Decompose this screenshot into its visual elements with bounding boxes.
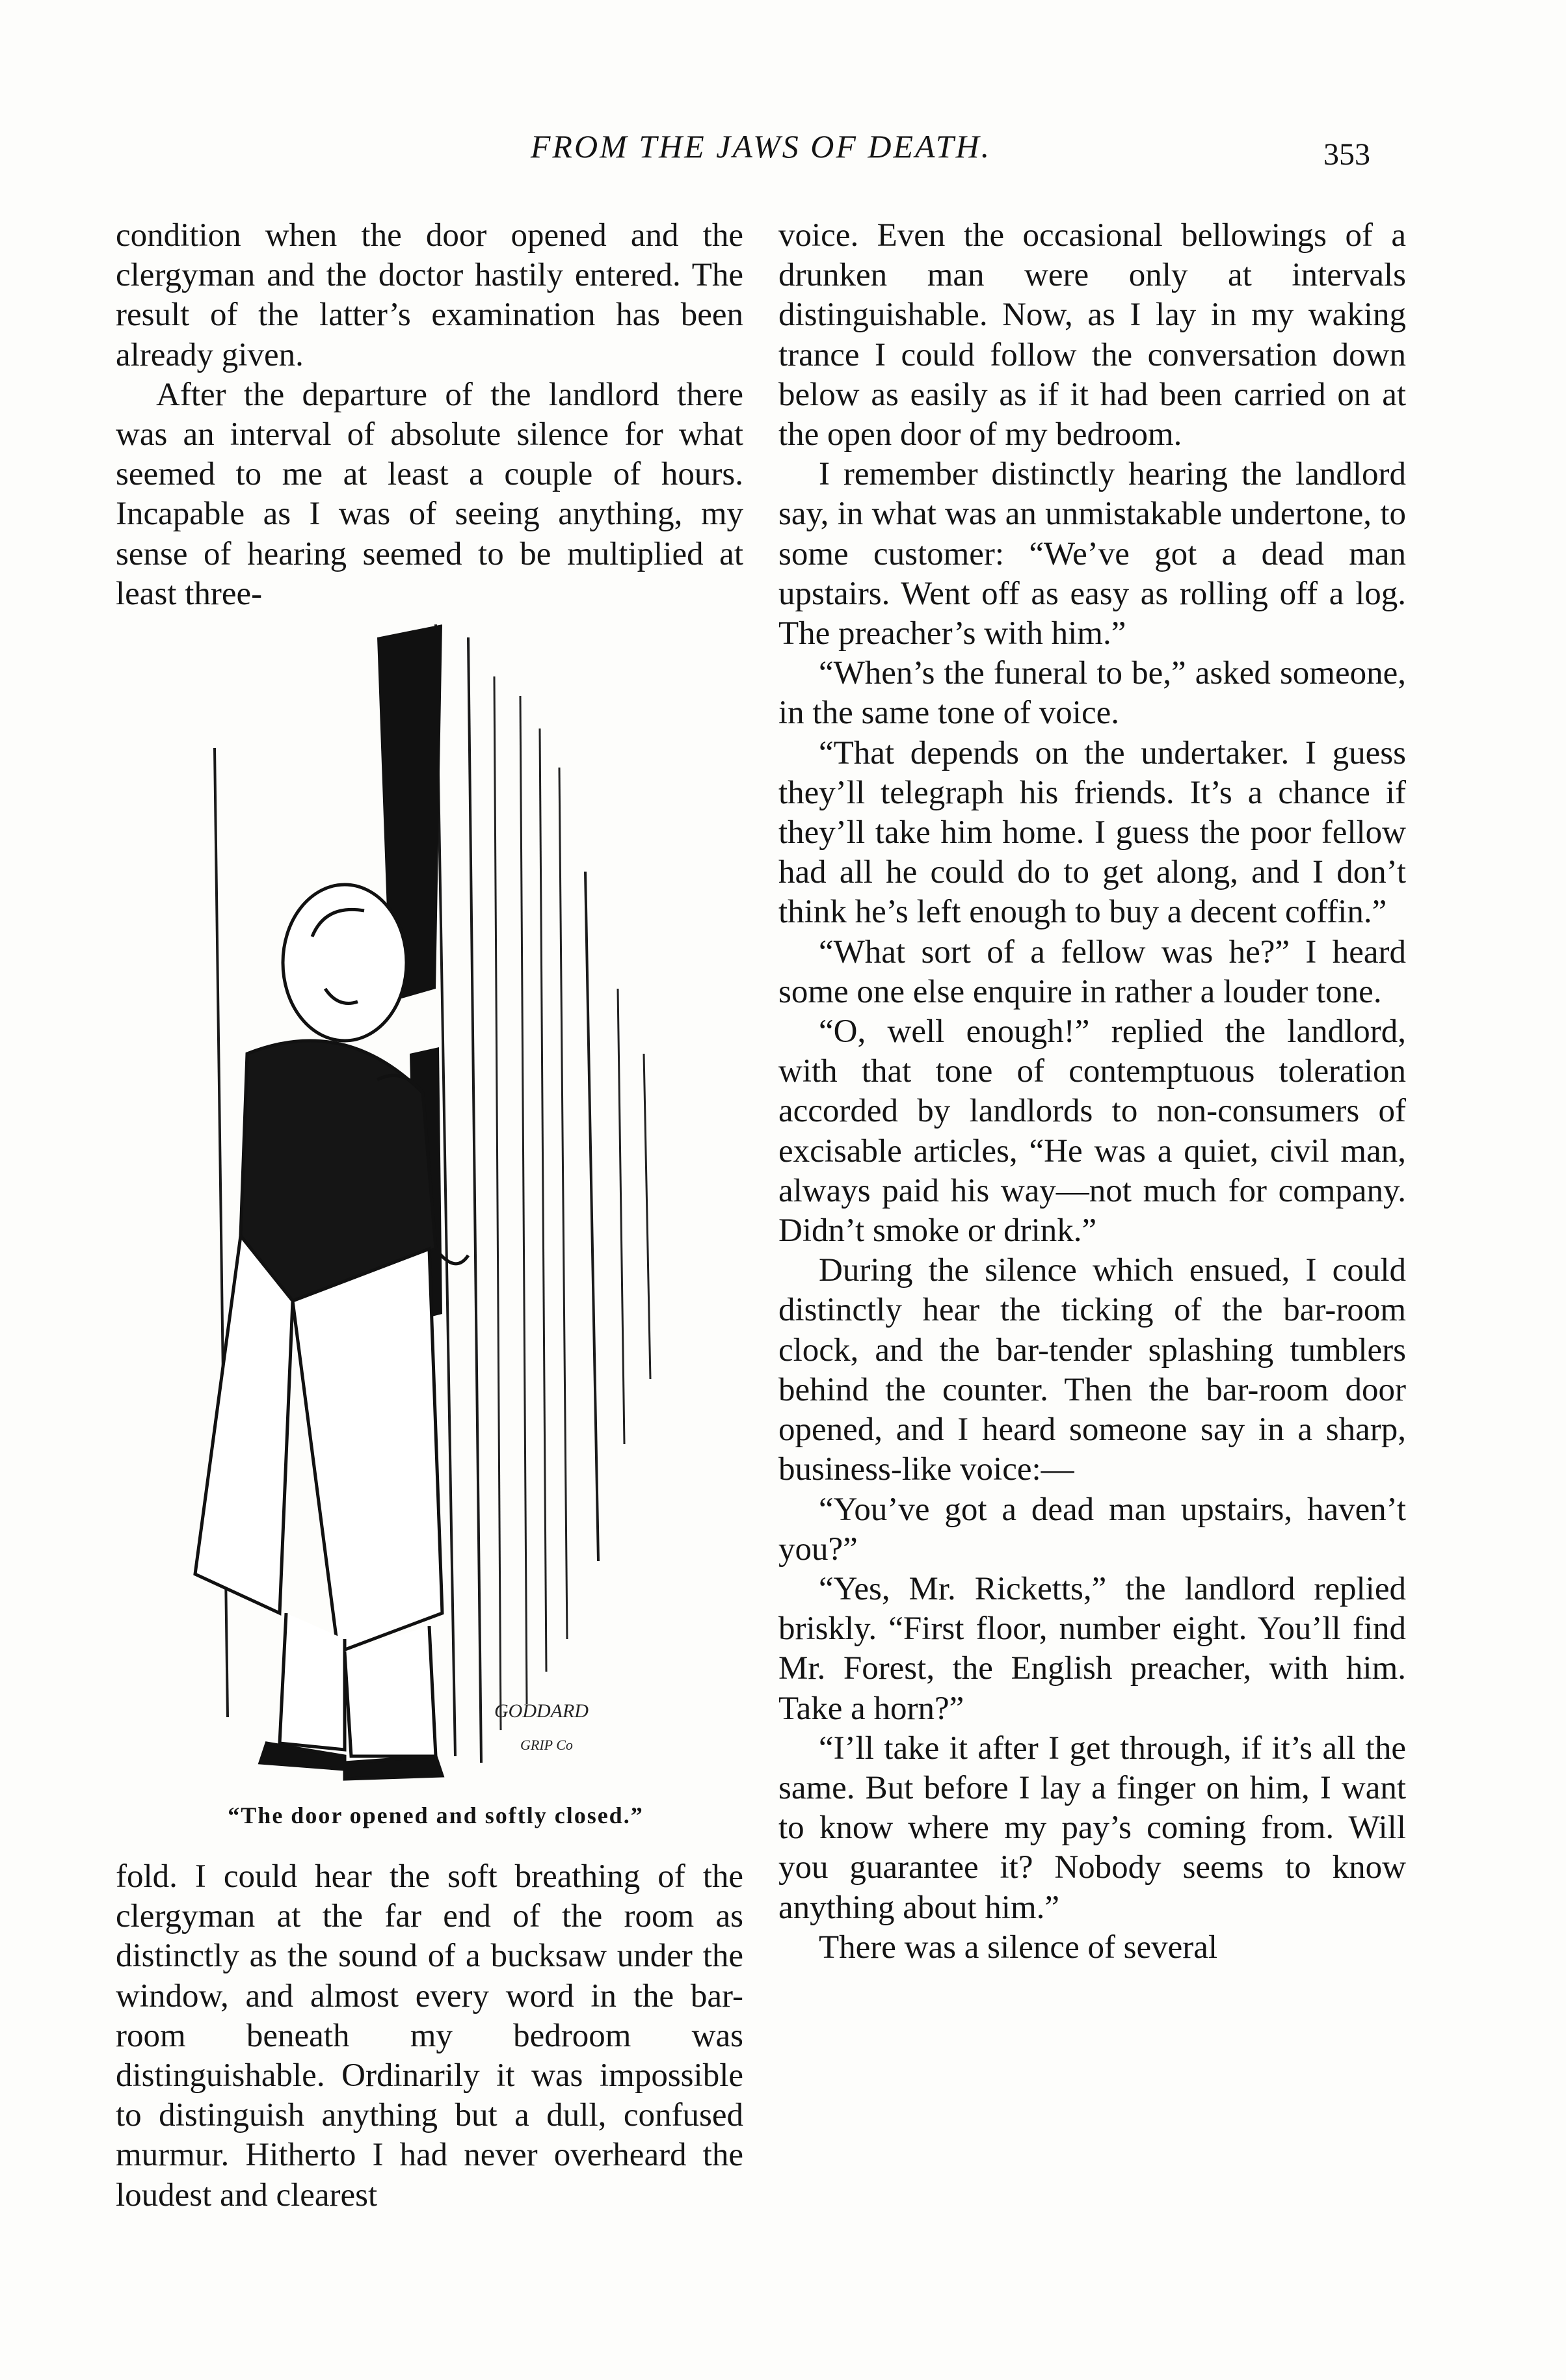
man-figure	[195, 885, 468, 1779]
paragraph: “What sort of a fellow was he?” I heard some one else enquire in rather a louder tone.	[778, 933, 1406, 1010]
left-column-top	[116, 216, 743, 614]
illustration-man-at-door	[130, 598, 741, 1789]
paragraph: fold. I could hear the soft breathing of the clergyman at the far end of the room as distinctly as the sound of a bucksaw under the window, and almost every word in the bar-room beneath my bedroom was distinguishable. Ordinarily it was impossible to distinguish anything but a dull, confused murmur. Hitherto I had never overheard the loudest and clearest	[116, 1858, 743, 2213]
illustration-caption: “The door opened and softly closed.”	[228, 1802, 644, 1828]
paragraph: “I’ll take it after I get through, if it’s all the same. But before I lay a finger on him, I want to know where my pay’s coming from. Will you guarantee it? Nobody seems to know anything about him.”	[778, 1730, 1406, 1926]
signature-text: GODDARD	[494, 1700, 589, 1722]
paragraph: There was a silence of several	[819, 1929, 1218, 1966]
paragraph: “When’s the funeral to be,” asked someone, in the same tone of voice.	[778, 655, 1406, 732]
artist-signature	[494, 1700, 589, 1753]
paragraph: “Yes, Mr. Ricketts,” the landlord replied briskly. “First floor, number eight. You’ll find Mr. Forest, the English preacher, with him. Take a horn?”	[778, 1570, 1406, 1727]
paragraph: “You’ve got a dead man upstairs, haven’t you?”	[778, 1491, 1406, 1568]
page-number: 353	[1323, 137, 1370, 172]
paragraph: “That depends on the undertaker. I guess they’ll telegraph his friends. It’s a chance if they’ll take him home. I guess the poor fellow had all he could do to get along, and I don’t think he’s left enough to buy a decent coffin.”	[778, 734, 1406, 931]
credit-text: GRIP Co	[520, 1737, 573, 1753]
running-header-title: FROM THE JAWS OF DEATH.	[530, 128, 992, 165]
paragraph: After the departure of the landlord there was an interval of absolute silence for what seemed to me at least a couple of hours. Incapable as I was of seeing anything, my sense of hearing seemed to be multiplied at least three-	[116, 376, 743, 612]
door-hatching	[494, 676, 650, 1730]
paragraph: condition when the door opened and the clergyman and the doctor hastily entered. The result of the latter’s examination has been already given.	[116, 217, 743, 373]
left-column-bottom	[116, 1857, 743, 2215]
right-column	[778, 216, 1406, 1968]
paragraph: I remember distinctly hearing the landlord say, in what was an unmistakable undertone, to some customer: “We’ve got a dead man upstairs. Went off as easy as rolling off a log. The preacher’s with him.”	[778, 456, 1406, 652]
paragraph: voice. Even the occasional bellowings of a drunken man were only at intervals distinguishable. Now, as I lay in my waking trance I could follow the conversation down below as easily as if it had been carried on at the open door of my bedroom.	[778, 217, 1406, 453]
paragraph: During the silence which ensued, I could distinctly hear the ticking of the bar-room clock, and the bar-tender splashing tumblers behind the counter. Then the bar-room door opened, and I heard someone say in a sharp, business-like voice:—	[778, 1252, 1406, 1488]
paragraph: “O, well enough!” replied the landlord, with that tone of contemptuous toleration accorded by landlords to non-consumers of excisable articles, “He was a quiet, civil man, always paid his way—not much for company. Didn’t smoke or drink.”	[778, 1013, 1406, 1250]
